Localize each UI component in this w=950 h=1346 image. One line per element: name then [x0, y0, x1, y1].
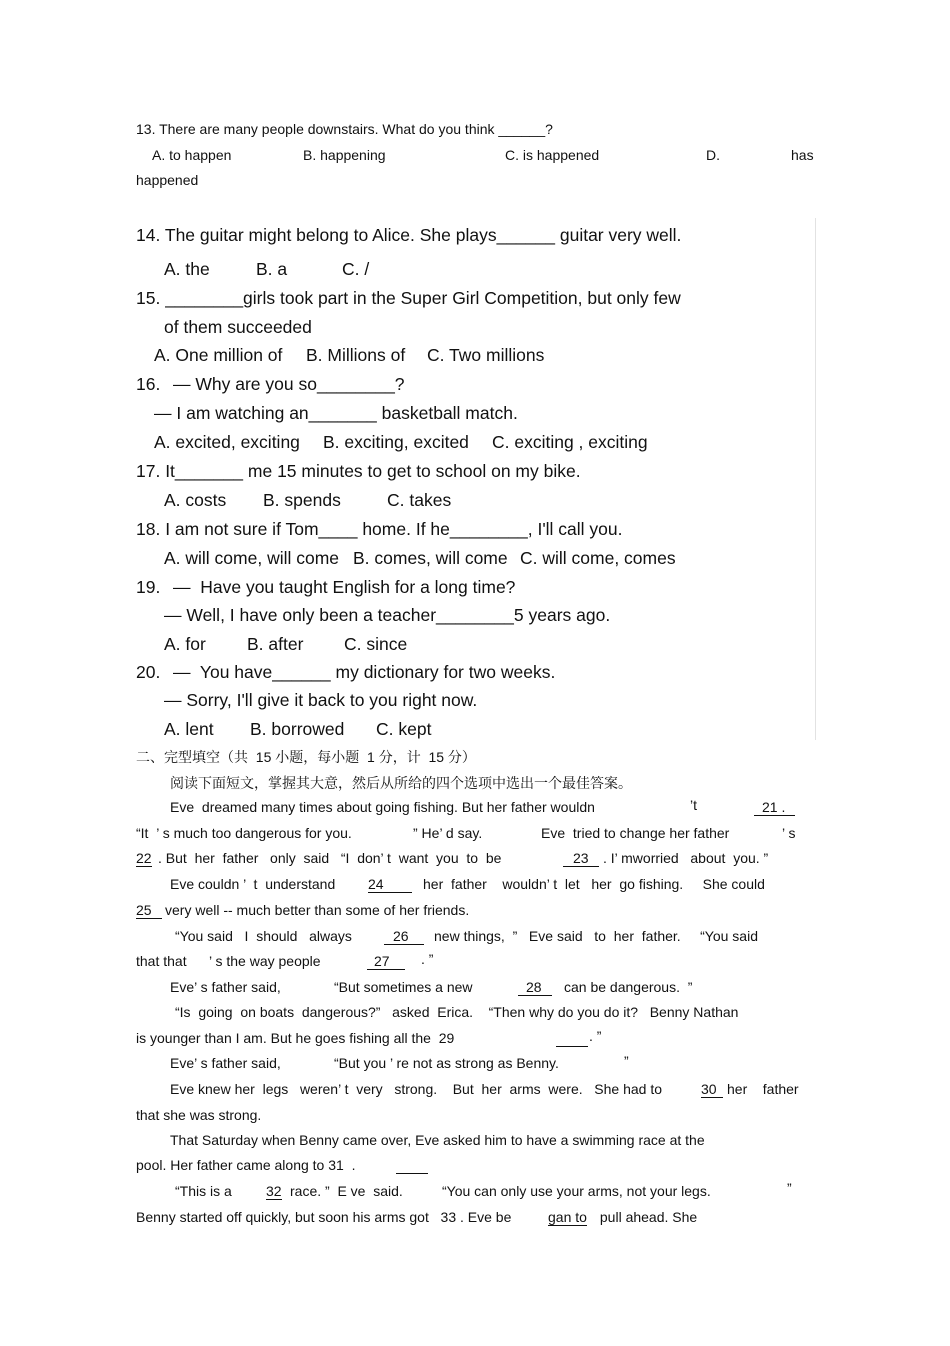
q18-option-b: B. comes, will come [353, 548, 508, 568]
passage-fragment: new things, ” Eve said to her father. “You said [434, 928, 758, 944]
q18-stem: 18. I am not sure if Tom____ home. If he________, I'll call you. [136, 519, 623, 539]
passage-fragment: race. ” E ve said. [290, 1183, 403, 1199]
q13-option-d-label: D. [706, 147, 720, 163]
passage-fragment: . I’ mworried about you. ” [603, 850, 769, 866]
passage-line: “It ’ s much too dangerous for you. [136, 825, 352, 841]
passage-fragment: very well -- much better than some of her friends. [165, 902, 470, 918]
q14-stem: 14. The guitar might belong to Alice. She plays______ guitar very well. [136, 225, 682, 245]
passage-fragment: . But her father only said “I don’ t want you to be [158, 850, 502, 866]
q15-option-c: C. Two millions [427, 345, 545, 365]
passage-fragment: . ” [589, 1028, 602, 1044]
section2-instruction: 阅读下面短文，掌握其大意，然后从所给的四个选项中选出一个最佳答案。 [170, 775, 632, 791]
passage-fragment: Eve tried to change her father [541, 825, 730, 841]
passage-line: That Saturday when Benny came over, Eve asked him to have a swimming race at the [170, 1132, 705, 1148]
q13-option-d-cont: happened [136, 172, 199, 188]
q14-option-b: B. a [256, 259, 288, 279]
q15-stem-cont: of them succeeded [164, 317, 312, 337]
q16-number: 16. [136, 374, 161, 394]
q13-stem: 13. There are many people downstairs. What do you think ______? [136, 121, 553, 137]
blank-31 [396, 1157, 428, 1174]
q20-line2: — Sorry, I'll give it back to you right now. [164, 690, 478, 710]
passage-fragment: is younger than I am. But he goes fishing all the 29 [136, 1030, 455, 1046]
q13-option-c: C. is happened [505, 147, 600, 163]
q20-line1: — You have______ my dictionary for two weeks. [173, 662, 556, 682]
passage-fragment: pull ahead. She [596, 1209, 698, 1225]
q20-number: 20. [136, 662, 161, 682]
blank-28: 28 [518, 979, 552, 996]
q20-option-a: A. lent [164, 719, 214, 739]
margin-divider [815, 218, 816, 740]
q17-option-c: C. takes [387, 490, 452, 510]
q13-option-b: B. happening [303, 147, 386, 163]
section2-heading: 二、完型填空（共 15 小题，每小题 1 分，计 15 分） [136, 749, 476, 765]
q15-stem: 15. ________girls took part in the Super Girl Competition, but only few [136, 288, 681, 308]
q19-option-a: A. for [164, 634, 206, 654]
passage-line: “Is going on boats dangerous?” asked Erica. “Then why do you do it? Benny Nathan [175, 1004, 739, 1020]
blank-29 [556, 1030, 588, 1047]
q15-option-a: A. One million of [154, 345, 283, 365]
passage-fragment: her father [727, 1081, 799, 1097]
blank-25: 25 [136, 902, 162, 919]
q19-line1: — Have you taught English for a long time? [173, 577, 516, 597]
q20-option-b: B. borrowed [250, 719, 345, 739]
passage-fragment: her father wouldn’ t let her go fishing. She could [423, 876, 765, 892]
passage-fragment: pool. Her father came along to 31 . [136, 1157, 356, 1173]
q16-line2: — I am watching an_______ basketball match. [154, 403, 518, 423]
passage-fragment: . ” [421, 951, 434, 967]
q17-option-b: B. spends [263, 490, 341, 510]
passage-fragment: ” [787, 1180, 792, 1196]
passage-fragment: gan to [548, 1209, 587, 1225]
passage-fragment: ’t [690, 797, 697, 813]
q16-option-c: C. exciting , exciting [492, 432, 648, 452]
passage-fragment: “But sometimes a new [334, 979, 473, 995]
q19-line2: — Well, I have only been a teacher________5 years ago. [164, 605, 611, 625]
passage-fragment: “This is a [175, 1183, 232, 1199]
q16-option-a: A. excited, exciting [154, 432, 300, 452]
blank-23: 23 [563, 850, 599, 867]
q14-option-a: A. the [164, 259, 210, 279]
blank-22: 22 [136, 850, 152, 866]
q14-option-c: C. / [342, 259, 370, 279]
blank-30: 30 [701, 1081, 723, 1098]
q20-option-c: C. kept [376, 719, 432, 739]
blank-26: 26 [384, 928, 424, 945]
passage-fragment: Eve’ s father said, [170, 1055, 281, 1071]
q19-option-c: C. since [344, 634, 408, 654]
passage-fragment: Eve’ s father said, [170, 979, 281, 995]
passage-fragment: Eve couldn ’ t understand [170, 876, 336, 892]
passage-fragment: ” [624, 1053, 629, 1069]
passage-fragment: ’ s the way people [209, 953, 321, 969]
passage-line: Eve dreamed many times about going fishing. But her father wouldn [170, 799, 595, 815]
blank-27: 27 [367, 953, 405, 970]
q17-option-a: A. costs [164, 490, 227, 510]
q13-option-a: A. to happen [152, 147, 232, 163]
blank-24: 24 [368, 876, 412, 893]
passage-fragment: Eve knew her legs weren’ t very strong. But her arms were. She had to [170, 1081, 663, 1097]
q19-option-b: B. after [247, 634, 304, 654]
passage-fragment: “You said I should always [175, 928, 352, 944]
q19-number: 19. [136, 577, 161, 597]
q17-stem: 17. It_______ me 15 minutes to get to school on my bike. [136, 461, 581, 481]
blank-32: 32 [266, 1183, 282, 1199]
passage-fragment: can be dangerous. ” [564, 979, 693, 995]
q13-option-d-text: has [791, 147, 814, 163]
q18-option-c: C. will come, comes [520, 548, 676, 568]
q16-line1: — Why are you so________? [173, 374, 405, 394]
passage-fragment: “You can only use your arms, not your legs. [442, 1183, 711, 1199]
blank-21: 21 . [754, 799, 795, 816]
passage-fragment: that that [136, 953, 187, 969]
passage-fragment: ’ s [782, 825, 796, 841]
passage-line: that she was strong. [136, 1107, 262, 1123]
passage-fragment: “But you ’ re not as strong as Benny. [334, 1055, 559, 1071]
passage-fragment: ” He’ d say. [413, 825, 483, 841]
q18-option-a: A. will come, will come [164, 548, 340, 568]
passage-fragment: Benny started off quickly, but soon his arms got 33 . Eve be [136, 1209, 512, 1225]
q15-option-b: B. Millions of [306, 345, 406, 365]
q16-option-b: B. exciting, excited [323, 432, 469, 452]
